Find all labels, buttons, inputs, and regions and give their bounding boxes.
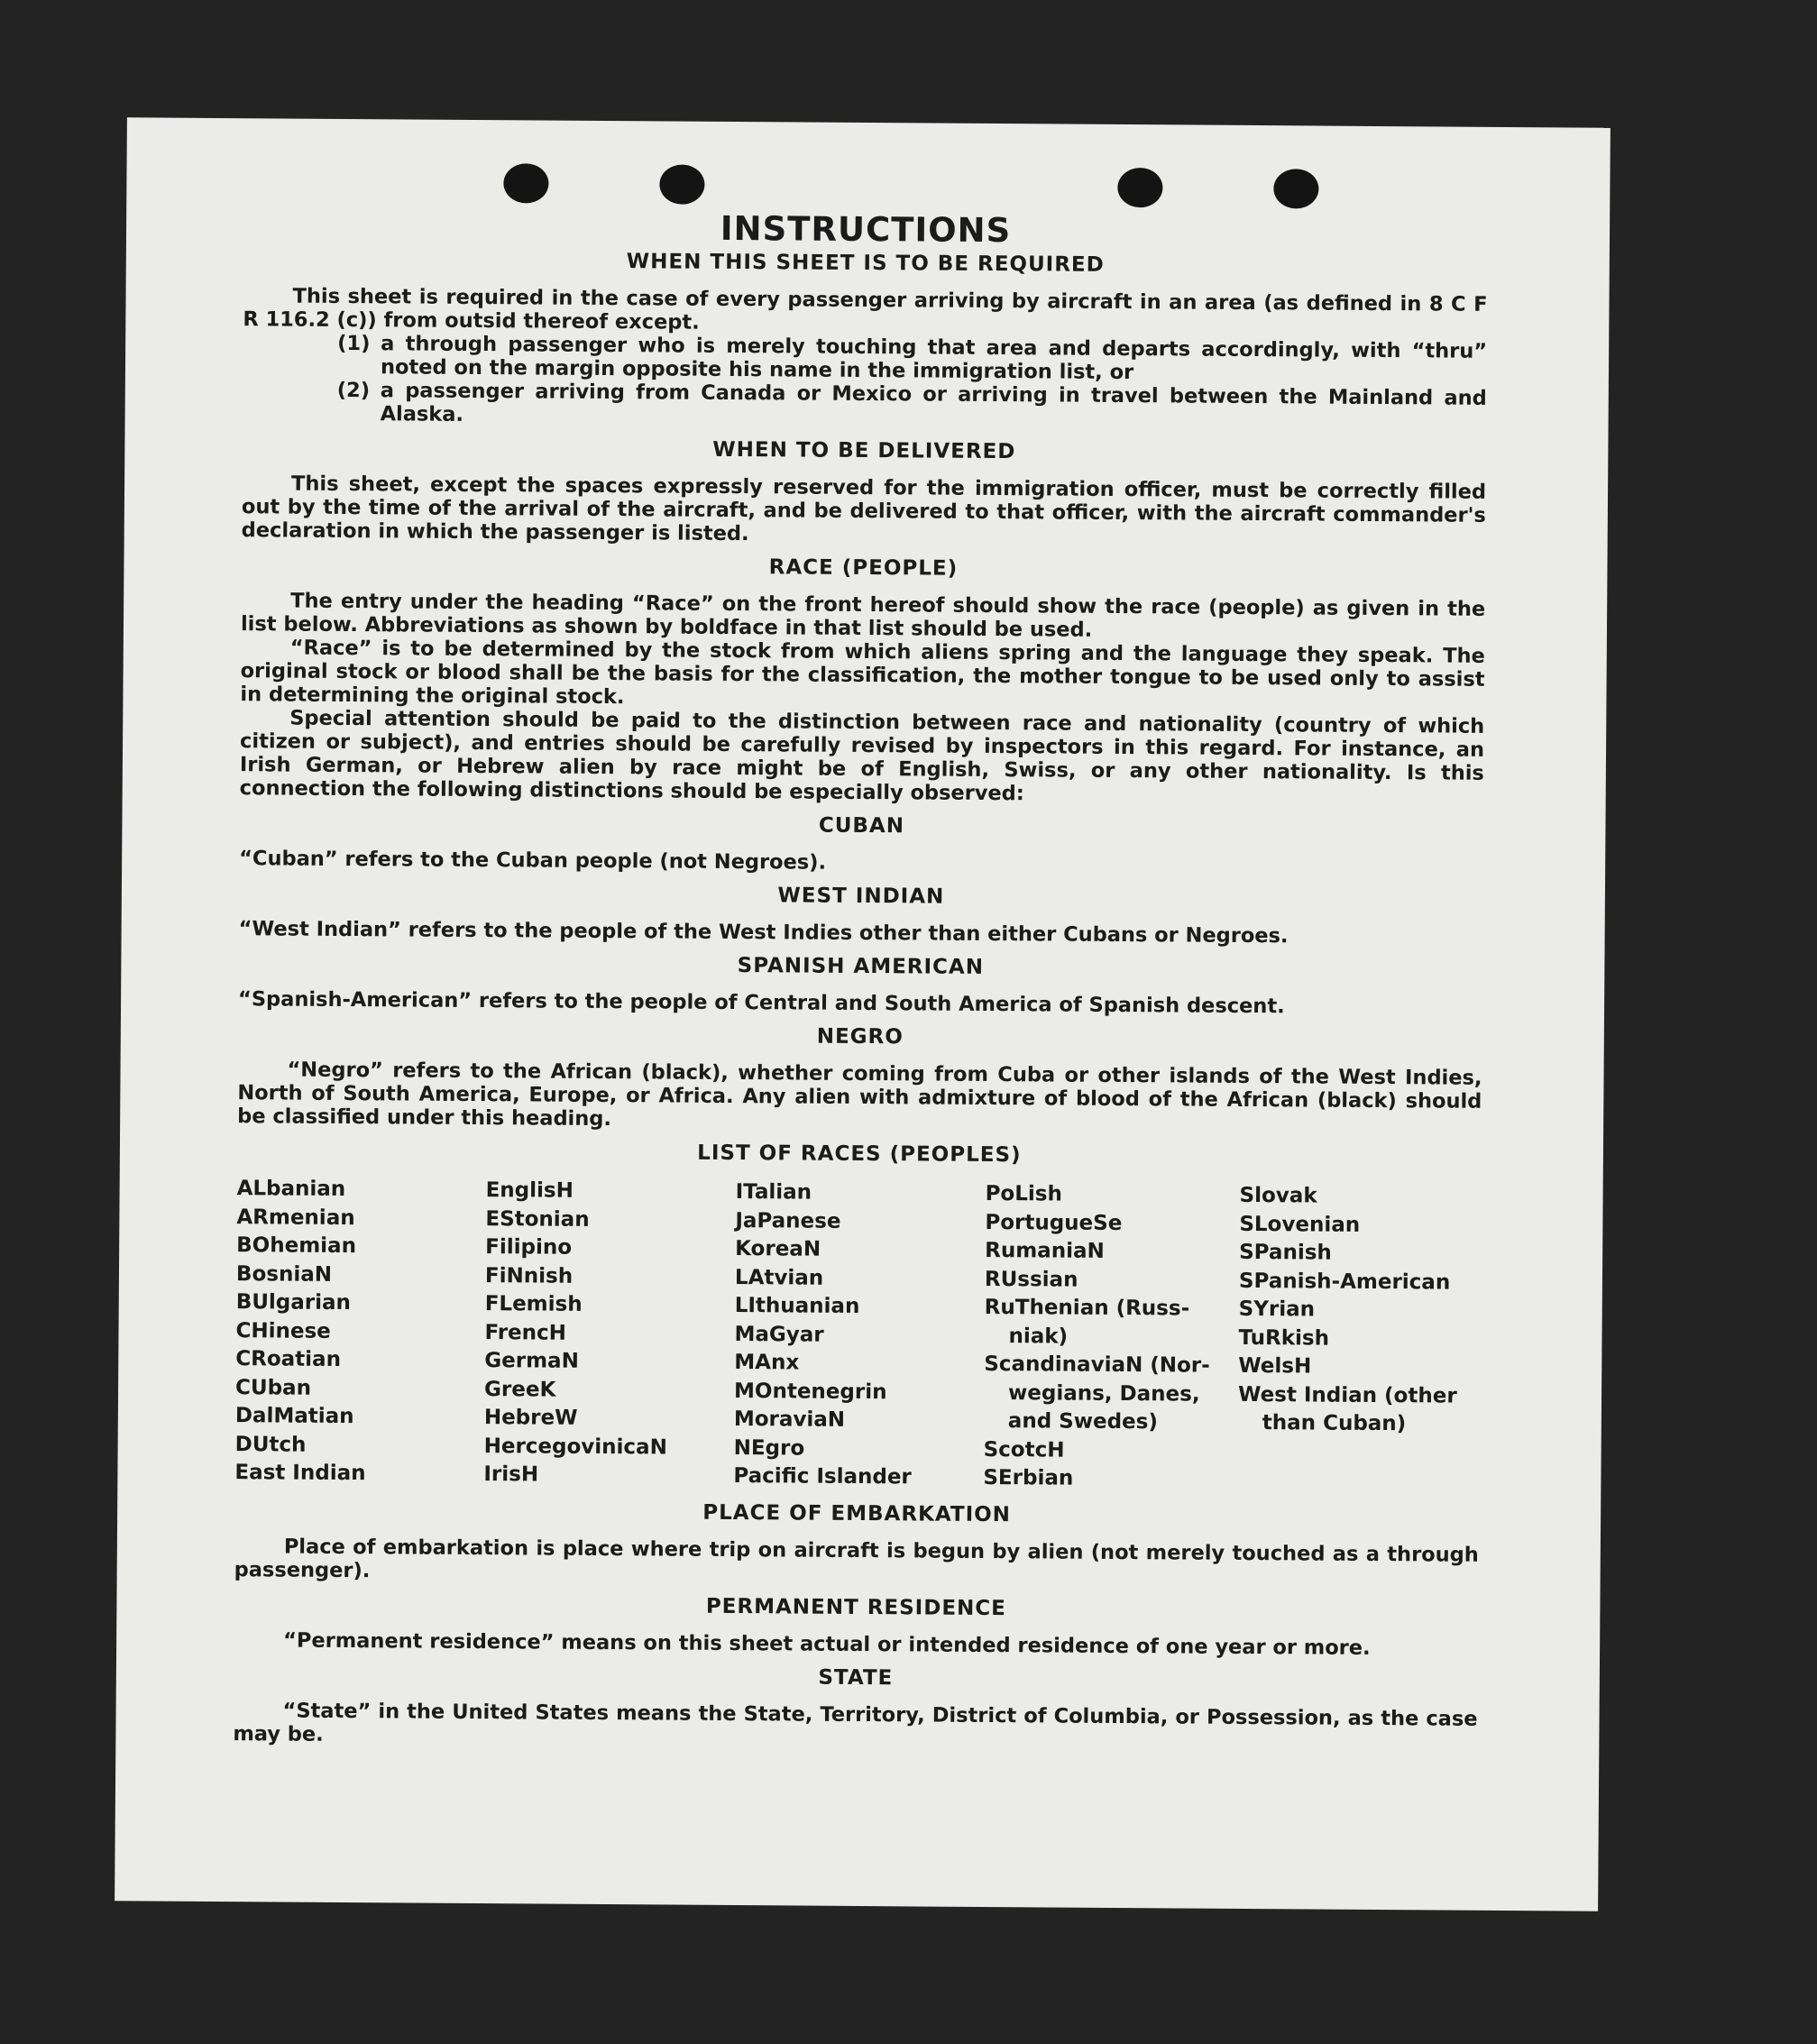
race-entry: PoLish [985, 1181, 1062, 1206]
heading-cuban: CUBAN [818, 813, 905, 839]
race-entry: Pacific Islander [733, 1464, 912, 1489]
race-entry: LIthuanian [734, 1294, 860, 1318]
race-entry: LAtvian [734, 1265, 824, 1290]
race-entry: DalMatian [234, 1404, 354, 1429]
race-entry: SPanish [1239, 1240, 1332, 1265]
paragraph-residence: “Permanent residence” means on this sheet actual or intended residence of one year or more. [283, 1628, 1371, 1660]
heading-west-indian: WEST INDIAN [777, 884, 945, 909]
exception-number: (1) [337, 331, 371, 356]
race-entry: FrencH [484, 1320, 567, 1345]
race-entry: ScandinaviaN (Nor- [984, 1352, 1210, 1378]
race-entry: Slovak [1239, 1183, 1317, 1208]
race-entry: TuRkish [1238, 1325, 1330, 1351]
exception-text: a passenger arriving from Canada or Mexico or arriving in travel between the Mainland and Alaska. [380, 379, 1487, 426]
race-entry: MAnx [734, 1351, 800, 1375]
races-column [983, 1180, 1239, 1494]
race-entry: CHinese [235, 1318, 331, 1343]
race-entry: CRoatian [235, 1347, 342, 1371]
race-entry: MoraviaN [733, 1407, 846, 1432]
race-entry: BosniaN [235, 1261, 333, 1287]
paragraph-negro: “Negro” refers to the African (black), whether coming from Cuba or other islands of the West Indies, North of South America, Europe, or Africa. Any alien with admixture of blood of the African (black) should be classified under this heading. [237, 1058, 1482, 1132]
race-entry: EnglisH [485, 1178, 574, 1203]
race-entry: HebreW [483, 1406, 578, 1430]
punch-hole [659, 164, 704, 204]
races-list [234, 1175, 1481, 1496]
paragraph-required-intro: This sheet is required in the case of every passenger arriving by aircraft in an area (as defined in 8 C F R 116.2 (c)) from outsid thereof except. [243, 284, 1488, 335]
exception-number: (2) [336, 378, 371, 403]
race-entry: RUssian [984, 1267, 1078, 1292]
race-entry: West Indian (other [1237, 1382, 1457, 1408]
race-entry: than Cuban) [1262, 1411, 1407, 1436]
race-entry: and Swedes) [1007, 1409, 1158, 1434]
paragraph-state: “State” in the United States means the State, Territory, District of Columbia, or Possession, as the case may be. [233, 1699, 1478, 1746]
race-entry: RumaniaN [985, 1238, 1105, 1263]
race-entry: WelsH [1238, 1353, 1312, 1379]
paragraph-race-1: The entry under the heading “Race” on the front hereof should show the race (people) as given in the list below. Abbreviations as shown by boldface in that list should be used. [240, 589, 1486, 642]
race-entry: BOhemian [236, 1233, 357, 1259]
race-entry: CUban [235, 1375, 312, 1400]
page-title: INSTRUCTIONS [720, 208, 1012, 251]
exception-item-1 [337, 332, 1487, 387]
race-entry: SYrian [1238, 1297, 1316, 1322]
race-entry: SPanish-American [1238, 1269, 1451, 1295]
race-entry: ITalian [735, 1180, 812, 1205]
heading-when-required: WHEN THIS SHEET IS TO BE REQUIRED [626, 250, 1105, 277]
heading-state: STATE [818, 1665, 894, 1690]
race-entry: GermaN [484, 1349, 579, 1373]
race-entry: PortugueSe [985, 1210, 1123, 1235]
heading-list-of-races: LIST OF RACES (PEOPLES) [697, 1141, 1022, 1168]
race-entry: GreeK [483, 1377, 556, 1402]
race-entry: BUlgarian [235, 1290, 352, 1315]
race-entry: IrisH [483, 1462, 539, 1487]
paragraph-race-3: Special attention should be paid to the distinction between race and nationality (country of which citizen or subject), and entries should be carefully revised by inspectors in this regard. For instance, an Irish German, or Hebrew alien by race might be of English, Swiss, or any other nationality. Is this connection the following distinctions should be especially observed: [239, 706, 1485, 806]
heading-when-delivered: WHEN TO BE DELIVERED [712, 437, 1016, 464]
paragraph-spanish-american: “Spanish-American” refers to the people of Central and South America of Spanish descent. [238, 987, 1285, 1019]
race-entry: EStonian [485, 1206, 590, 1232]
heading-spanish-american: SPANISH AMERICAN [737, 954, 985, 979]
paragraph-embarkation: Place of embarkation is place where trip on aircraft is begun by alien (not merely touched as a through passenger). [234, 1535, 1479, 1582]
race-entry: NEgro [733, 1435, 805, 1461]
races-column [483, 1177, 735, 1490]
race-entry: SErbian [983, 1465, 1074, 1490]
races-column [733, 1178, 985, 1492]
race-entry: KoreaN [735, 1237, 821, 1261]
heading-permanent-residence: PERMANENT RESIDENCE [705, 1594, 1007, 1620]
races-column [234, 1175, 485, 1489]
heading-race: RACE (PEOPLE) [768, 555, 959, 581]
punch-hole [503, 163, 548, 203]
exception-item-2 [337, 379, 1487, 434]
races-column [1237, 1182, 1481, 1496]
race-entry: DUtch [234, 1432, 307, 1457]
heading-negro: NEGRO [816, 1024, 904, 1049]
race-entry: FLemish [484, 1292, 583, 1316]
race-entry: HercegovinicaN [483, 1434, 667, 1459]
exception-text: a through passenger who is merely touching that area and departs accordingly, with “thru” noted on the margin opposite his name in the immigration list, or [380, 332, 1488, 385]
race-entry: ScotcH [983, 1437, 1065, 1462]
race-entry: JaPanese [735, 1208, 841, 1233]
race-entry: ALbanian [236, 1177, 346, 1202]
race-entry: FiNnish [484, 1263, 574, 1288]
race-entry: ARmenian [236, 1205, 355, 1230]
punch-hole [1117, 168, 1162, 207]
race-entry: East Indian [234, 1461, 366, 1486]
document-body [233, 205, 1488, 1754]
race-entry: wegians, Danes, [1007, 1380, 1200, 1407]
paragraph-delivered: This sheet, except the spaces expressly reserved for the immigration officer, must be correctly filled out by the time of the arrival of the aircraft, and be delivered to that officer, with the aircraft commander's declaration in which the passenger is listed. [241, 472, 1487, 546]
race-entry: SLovenian [1239, 1212, 1361, 1237]
punch-hole [1273, 169, 1318, 208]
document-page [115, 117, 1611, 1911]
paragraph-west-indian: “West Indian” refers to the people of the West Indies other than either Cubans or Negroes. [238, 917, 1289, 949]
race-entry: niak) [1008, 1324, 1069, 1349]
race-entry: RuThenian (Russ- [984, 1295, 1190, 1321]
race-entry: MOntenegrin [733, 1379, 887, 1404]
paragraph-race-2: “Race” is to be determined by the stock from which aliens spring and the language they speak. The original stock or blood shall be the basis for the classification, the mother tongue to be used only to assist in determining the original stock. [240, 636, 1485, 710]
paragraph-cuban: “Cuban” refers to the Cuban people (not Negroes). [239, 847, 827, 875]
heading-embarkation: PLACE OF EMBARKATION [702, 1500, 1012, 1526]
race-entry: MaGyar [734, 1322, 824, 1347]
race-entry: Filipino [485, 1235, 573, 1260]
